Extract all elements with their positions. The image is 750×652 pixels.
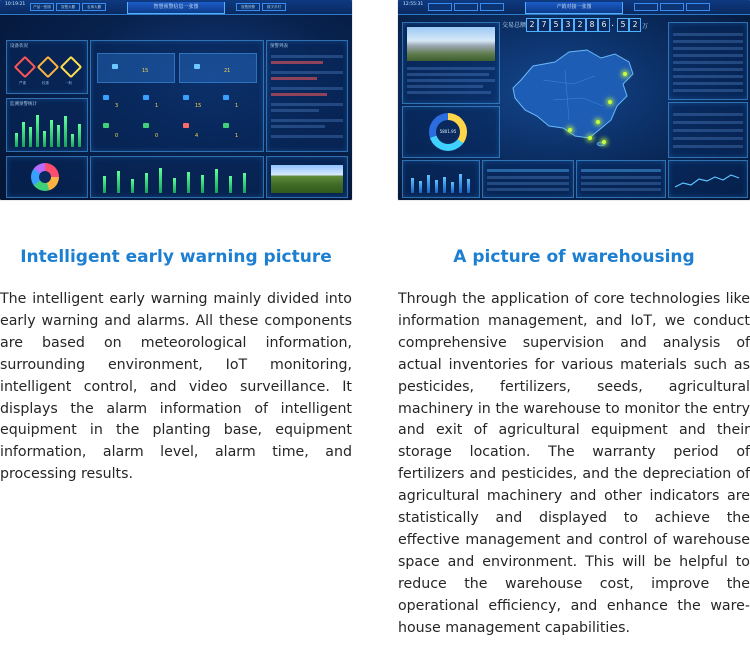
tile-value: 15 xyxy=(195,103,202,109)
hex-label: 一般 xyxy=(65,81,72,85)
donut-chart xyxy=(31,163,59,191)
counter-digit: . xyxy=(610,19,615,28)
warning-list-panel xyxy=(266,40,348,152)
warning-tile xyxy=(97,53,175,83)
dashboard-top-bar xyxy=(398,0,750,15)
donut-chart xyxy=(429,113,467,151)
tile-value: 0 xyxy=(155,133,159,139)
right-paragraph: Through the application of core technologies like information management, and IoT, we conduct comprehensive supervision and analysis of actual inventories for various materials such as pesticides, fertilizers, seeds, agricultural machinery in the warehouse to monitor the entry and exit of agricultural equipment and their storage location. The warranty period of fertilizers and pesticides, and the depreciation of agricultural machinery and other indicators are statistically and displayed to achieve the effective management and control of warehouse space and environment. This will be helpful to reduce the warehouse cost, improve the operational efficiency, and enhance the warehouse management capabilities. xyxy=(398,291,750,636)
inventory-bar-panel xyxy=(402,160,480,198)
map-point xyxy=(623,72,627,76)
inventory-ratio-panel xyxy=(402,106,500,158)
dashboard-clock: 12:55:31 xyxy=(403,2,424,7)
nav-button: 数字乡村 xyxy=(262,3,286,11)
tile-value: 1 xyxy=(235,103,239,109)
counter-digit: 5 xyxy=(550,18,562,32)
map-point xyxy=(608,100,612,104)
tile-value: 15 xyxy=(142,68,149,74)
map-point xyxy=(596,120,600,124)
nav-button: 农事大棚 xyxy=(82,3,106,11)
panel-title: 预警列表 xyxy=(270,44,288,49)
counter-digit: 5 xyxy=(617,18,629,32)
alarm-tile xyxy=(179,53,257,83)
green-bar-chart xyxy=(13,111,81,147)
price-list-panel xyxy=(668,102,748,158)
dashboard-top-bar xyxy=(0,0,352,15)
trend-panel xyxy=(668,160,748,198)
donut-value: 5801.95 xyxy=(436,120,460,144)
grid-icon xyxy=(194,64,200,69)
warehouse-photo xyxy=(407,27,495,61)
statistics-panel xyxy=(90,40,264,152)
realtime-bar-chart xyxy=(99,165,255,193)
home-icon xyxy=(223,123,229,128)
general-hex-icon xyxy=(60,56,83,79)
left-column xyxy=(0,0,352,483)
tile-value: 4 xyxy=(195,133,199,139)
nav-button: 智慧大棚 xyxy=(56,3,80,11)
counter-digit: 6 xyxy=(598,18,610,32)
warehousing-dashboard-image xyxy=(398,0,750,200)
device-status-panel xyxy=(6,40,88,94)
field-video-thumbnail xyxy=(271,165,343,193)
medium-hex-icon xyxy=(37,56,60,79)
nav-button xyxy=(428,3,452,11)
counter-digit: 2 xyxy=(526,18,538,32)
dashboard-title: 产销对接一张图 xyxy=(525,2,623,14)
left-heading: Intelligent early warning picture xyxy=(20,247,332,267)
map-point xyxy=(588,136,592,140)
counter-digit: 7 xyxy=(538,18,550,32)
layers-icon xyxy=(112,64,118,69)
hex-label: 严重 xyxy=(19,81,26,85)
dashboard-title: 智慧预警信息一张图 xyxy=(127,2,225,14)
nav-button xyxy=(660,3,684,11)
counter-digit: 2 xyxy=(574,18,586,32)
severe-hex-icon xyxy=(14,56,37,79)
tile-value: 1 xyxy=(155,103,159,109)
panel-title: 设备状况 xyxy=(10,44,28,49)
map-point xyxy=(602,140,606,144)
tile-value: 1 xyxy=(235,133,239,139)
nav-button: 产品一张图 xyxy=(30,3,54,11)
nav-button xyxy=(686,3,710,11)
order-table-panel xyxy=(576,160,666,198)
cloud-icon xyxy=(223,95,229,100)
right-heading: A picture of warehousing xyxy=(453,247,695,267)
nav-button xyxy=(454,3,478,11)
market-list-panel xyxy=(668,22,748,100)
realtime-stats-panel xyxy=(90,156,264,198)
total-label: 交易总额 xyxy=(502,22,527,29)
weather-icon xyxy=(183,95,189,100)
map-point xyxy=(568,128,572,132)
video-panel xyxy=(266,156,348,198)
hex-label: 较重 xyxy=(42,81,49,85)
warehouse-info-panel xyxy=(402,22,500,104)
drop-icon xyxy=(143,95,149,100)
plant-icon xyxy=(103,123,109,128)
stock-table-panel xyxy=(482,160,574,198)
nav-button xyxy=(634,3,658,11)
china-map xyxy=(503,40,643,150)
gear-icon xyxy=(143,123,149,128)
tile-value: 3 xyxy=(115,103,119,109)
alert-icon xyxy=(183,123,189,128)
nav-button xyxy=(480,3,504,11)
panel-title: 监测预警统计 xyxy=(10,102,37,107)
sensor-icon xyxy=(103,95,109,100)
trend-line-chart xyxy=(673,169,743,193)
tile-value: 21 xyxy=(224,68,231,74)
blue-bar-chart xyxy=(409,171,473,193)
counter-digit: 3 xyxy=(562,18,574,32)
dashboard-clock: 10:19:21 xyxy=(5,2,26,7)
warning-stats-panel xyxy=(6,98,88,152)
right-column xyxy=(398,0,750,636)
nav-button: 智慧预警 xyxy=(236,3,260,11)
ratio-panel xyxy=(6,156,88,198)
counter-digit: 2 xyxy=(629,18,641,32)
left-paragraph: The intelligent early warning mainly divided into early warning and alarms. All these components are based on meteorological information, surrounding environment, IoT monitoring, intelligent control, and video surveillance. It displays the alarm information of intelligent equipment in the planting base, equipment information, alarm level, alarm time, and processing results. xyxy=(0,291,352,483)
counter-digit: 8 xyxy=(586,18,598,32)
tile-value: 0 xyxy=(115,133,119,139)
early-warning-dashboard-image xyxy=(0,0,352,200)
counter-unit: 万 xyxy=(642,23,649,30)
